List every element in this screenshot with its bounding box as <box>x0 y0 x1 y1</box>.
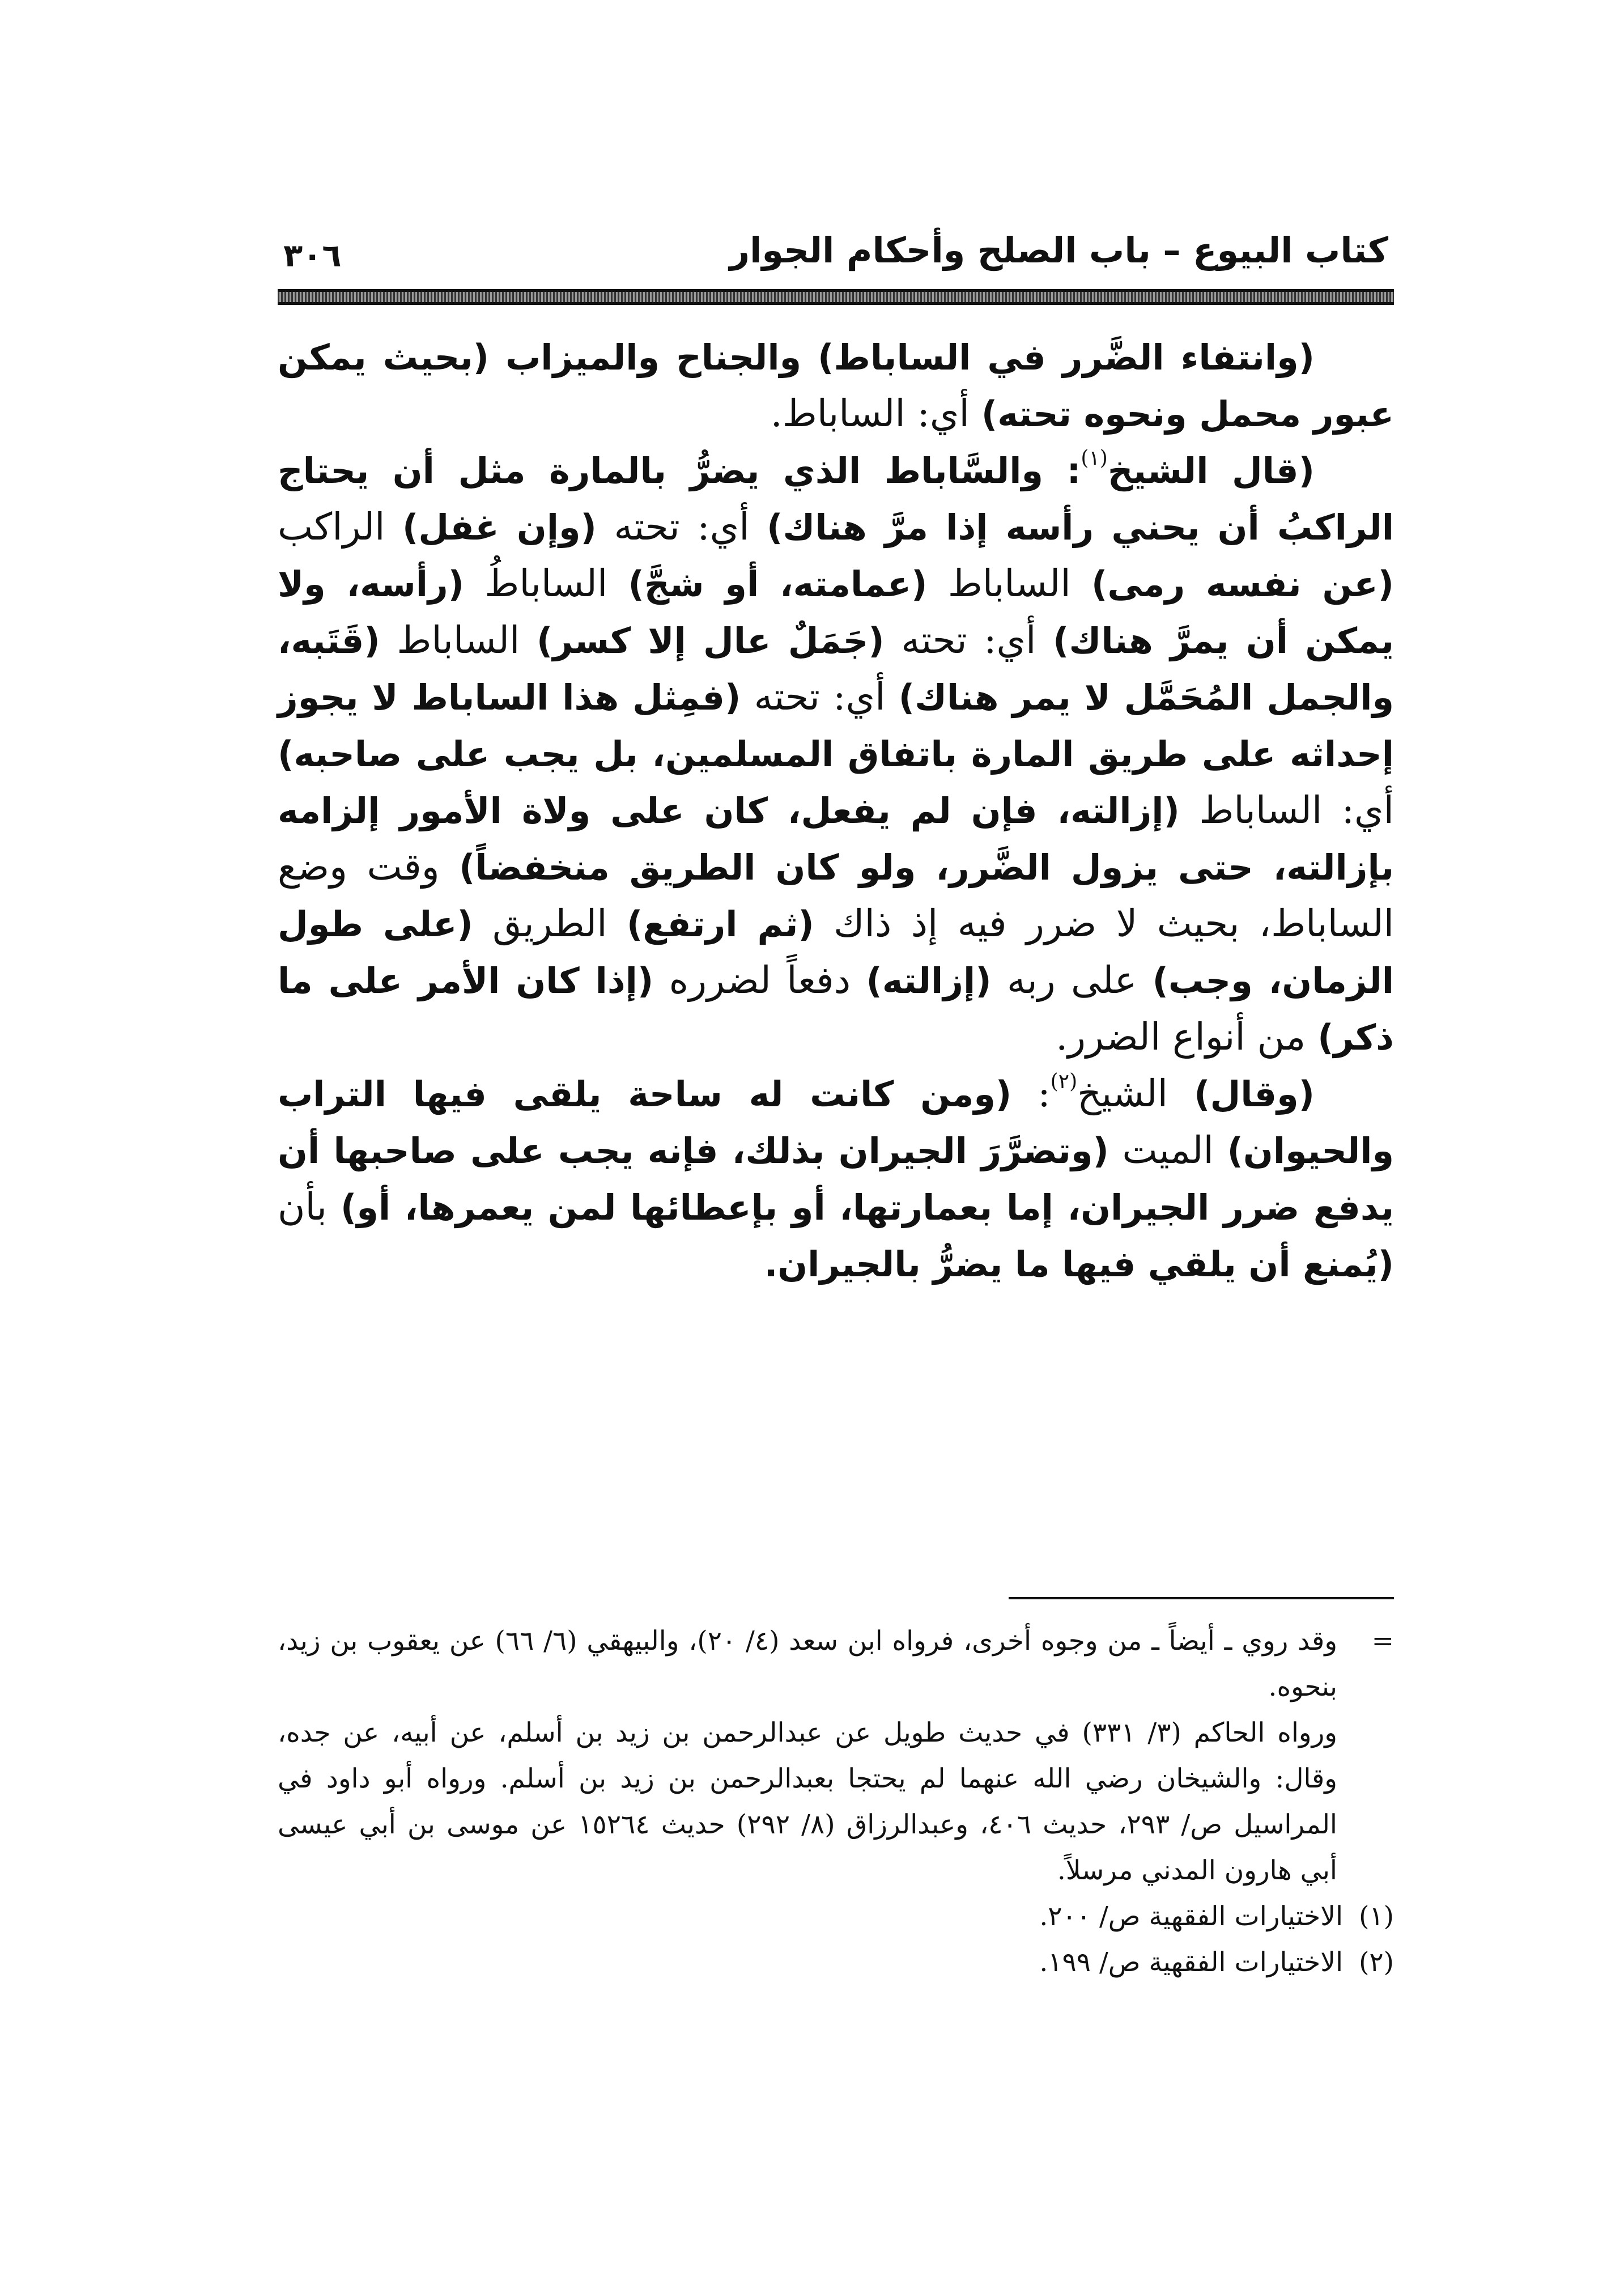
sharh-text: أي: الساباط <box>1199 788 1394 832</box>
main-text <box>278 329 1394 1292</box>
matn-text: (رأسه، ولا يمكن أن يمرَّ هناك) <box>278 563 1394 661</box>
footnote-line: ورواه الحاكم (٣/ ٣٣١) في حديث طويل عن عبدالرحمن بن زيد بن أسلم، عن أبيه، عن جده، وقال: والشيخان رضي الله عنهما لم يحتجا بعبدالرحمن بن زيد بن أسلم. ورواه أبو داود في المراسيل ص/ ٢٩٣، حديث ٤٠٦، وعبدالرزاق (٨/ ٢٩٢) حديث ١٥٢٦٤ عن موسى بن أبي عيسى أبي هارون المدني مرسلاً. <box>278 1717 1337 1886</box>
sharh-text: أي: تحته <box>754 675 886 719</box>
footnotes <box>278 1618 1394 1985</box>
footnote-text: الاختيارات الفقهية ص/ ١٩٩. <box>1039 1947 1344 1978</box>
footnote-ref-2: (٢) <box>1050 1070 1078 1093</box>
matn-text: (يُمنع أن يلقي فيها ما يضرُّ بالجيران. <box>764 1243 1394 1285</box>
matn-text: (قال الشيخ <box>1107 450 1315 491</box>
matn-text: (عن نفسه رمى) <box>1091 563 1395 605</box>
sharh-text: الطريق <box>492 902 607 945</box>
matn-text: (إزالته، فإن لم يفعل، كان على ولاة الأمور إلزامه بإزالته، حتى يزول الضَّرر، ولو كان الطريق منخفضاً) <box>278 790 1395 888</box>
sharh-text: الساباط <box>947 562 1071 605</box>
running-title: كتاب البيوع – باب الصلح وأحكام الجوار <box>729 230 1388 271</box>
sharh-text: الساباطُ <box>484 562 608 605</box>
footnote-line: وقد روي ـ أيضاً ـ من وجوه أخرى، فرواه ابن سعد (٤/ ٢٠)، والبيهقي (٦/ ٦٦) عن يعقوب بن زيد، بنحوه. <box>278 1625 1338 1702</box>
sharh-text: الساباط <box>397 618 520 662</box>
matn-text: (فمِثل هذا الساباط لا يجوز إحداثه على طريق المارة باتفاق المسلمين، بل يجب على صاحبه) <box>278 677 1394 775</box>
sharh-text: أي: تحته <box>614 505 750 549</box>
sharh-text: أي: تحته <box>901 618 1036 662</box>
matn-text: (وتضرَّرَ الجيران بذلك، فإنه يجب على صاحبها أن يدفع ضرر الجيران، إما بعمارتها، أو بإعطائها لمن يعمرها، أو) <box>278 1130 1394 1228</box>
matn-text: (ومن كانت له ساحة يلقى فيها التراب والحيوان) <box>278 1073 1395 1171</box>
paragraph-2 <box>278 442 1394 1065</box>
footnote-continuation <box>278 1618 1394 1893</box>
sharh-text: على ربه <box>1006 958 1137 1002</box>
footnote-2 <box>278 1939 1394 1985</box>
sharh-text: الميت <box>1122 1128 1214 1172</box>
matn-text: (وانتفاء الضَّرر في الساباط) والجناح والميزاب (بحيث يمكن عبور محمل ونحوه تحته) <box>278 337 1394 435</box>
sharh-text: الشيخ <box>1077 1072 1168 1115</box>
sharh-text: : <box>1038 1072 1051 1115</box>
paragraph-3 <box>278 1065 1394 1292</box>
sharh-text: من أنواع الضرر. <box>1056 1015 1306 1059</box>
continuation-mark: = <box>1371 1625 1394 1657</box>
matn-text: : والسَّاباط الذي يضرُّ بالمارة مثل أن يحتاج الراكبُ أن يحني رأسه إذا مرَّ هناك) <box>278 450 1394 548</box>
paragraph-1 <box>278 329 1394 442</box>
matn-text: (إزالته) <box>866 960 992 1001</box>
matn-text: (وقال) <box>1194 1073 1315 1115</box>
matn-text: (إذا كان الأمر على ما ذكر) <box>278 960 1394 1058</box>
footnote-number: (١) <box>1359 1901 1394 1932</box>
footnote-text: الاختيارات الفقهية ص/ ٢٠٠. <box>1039 1901 1344 1932</box>
sharh-text: أي: الساباط. <box>770 392 970 435</box>
matn-text: (على طول الزمان، وجب) <box>278 903 1394 1001</box>
footnote-separator <box>1009 1597 1394 1599</box>
sharh-text: دفعاً لضرره <box>669 958 851 1002</box>
matn-text: (عمامته، أو شجَّ) <box>628 563 928 605</box>
footnote-number: (٢) <box>1359 1947 1394 1978</box>
footnote-1 <box>278 1893 1394 1939</box>
sharh-text: الراكب <box>278 505 385 549</box>
sharh-text: بأن <box>278 1185 327 1229</box>
sharh-text: وقت وضع الساباط، بحيث لا ضرر فيه إذ ذاك <box>278 845 1395 945</box>
page-number: ٣٠٦ <box>283 237 342 274</box>
matn-text: (قَتَبه، والجمل المُحَمَّل لا يمر هناك) <box>278 620 1394 718</box>
matn-text: (وإن غفل) <box>402 507 597 548</box>
footnote-ref-1: (١) <box>1081 447 1108 470</box>
matn-text: (جَمَلٌ عال إلا كسر) <box>537 620 885 661</box>
running-header <box>278 224 1394 286</box>
matn-text: (ثم ارتفع) <box>626 903 814 945</box>
header-rule <box>278 289 1394 305</box>
